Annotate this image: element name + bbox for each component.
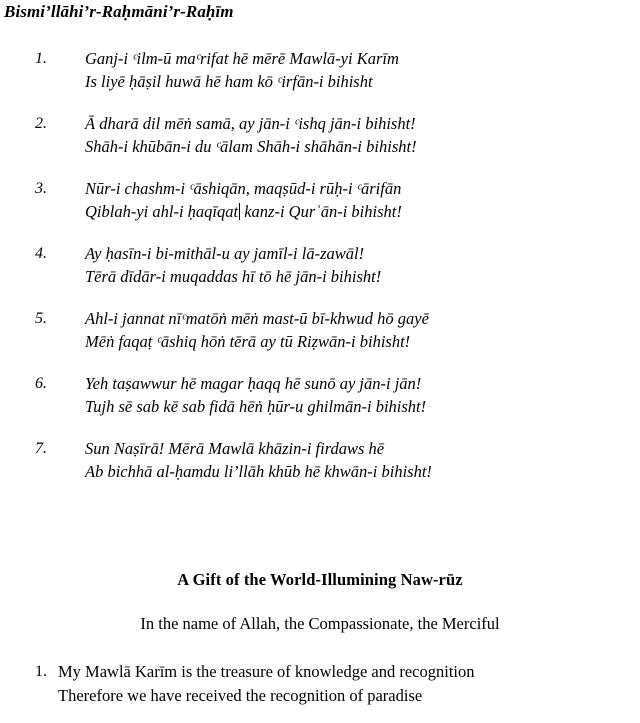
verse-line-2: Mēṅ faqaṭ ᶜāshiq hōṅ tērā ay tū Riẓwān-i bihisht! (85, 332, 411, 351)
verse-text (85, 47, 399, 93)
verse-line-2: Tujh sē sab kē sab fidā hēṅ ḥūr-u ghilmān-i bihisht! (85, 397, 427, 416)
verse-text (85, 242, 381, 288)
verse-number: 3. (35, 180, 47, 197)
verse-text (85, 112, 417, 158)
verse-line-1: Ay ḥasīn-i bi-mithāl-u ay jamīl-i lā-zawāl! (85, 244, 365, 263)
english-verse-item (0, 660, 640, 708)
verse-line-1: Sun Naṣīrā! Mērā Mawlā khāzin-i firdaws hē (85, 439, 385, 458)
english-verse-line-2: Therefore we have received the recognition of paradise (58, 686, 423, 705)
verse-text (85, 372, 426, 418)
verse-text (85, 307, 429, 353)
bismillah-title: Bismi’llāhi’r-Raḥmāni’r-Raḥīm (4, 2, 234, 21)
gift-section-heading: A Gift of the World-Illumining Naw-rūz (177, 570, 463, 589)
verse-number: 4. (35, 245, 47, 262)
basmala-english-line: In the name of Allah, the Compassionate, the Merciful (140, 614, 500, 633)
verse-line-1: Nūr-i chashm-i ᶜāshiqān, maqṣūd-i rūḥ-i ᶜārifān (85, 179, 402, 198)
english-verse-text (58, 660, 475, 708)
verse-number: 1. (35, 50, 47, 67)
verse-number: 6. (35, 375, 47, 392)
verse-line-2: Shāh-i khūbān-i du ᶜālam Shāh-i shāhān-i bihisht! (85, 137, 417, 156)
verse-item (0, 372, 640, 437)
verse-item (0, 177, 640, 242)
verse-item (0, 47, 640, 112)
urdu-verse-list (0, 47, 640, 502)
verse-line-1: Ā dharā dil mēṅ samā, ay jān-i ᶜishq jān-i bihisht! (85, 114, 416, 133)
verse-line-2 (85, 200, 402, 223)
verse-line-1: Ahl-i jannat nīᶜmatōṅ mēṅ mast-ū bī-khwud hō gayē (85, 309, 429, 328)
verse-number: 7. (35, 440, 47, 457)
verse-item (0, 437, 640, 502)
verse-line-2-after-caret: kanz-i Qurʾān-i bihisht! (240, 202, 402, 221)
verse-text (85, 177, 402, 223)
verse-item (0, 307, 640, 372)
verse-number: 5. (35, 310, 47, 327)
verse-line-2: Ab bichhā al-ḥamdu li’llāh khūb hē khwān-i bihisht! (85, 462, 432, 481)
verse-line-2: Tērā dīdār-i muqaddas hī tō hē jān-i bihisht! (85, 267, 382, 286)
verse-line-2-before-caret: Qiblah-yi ahl-i ḥaqīqat (85, 202, 239, 221)
verse-number: 2. (35, 115, 47, 132)
verse-line-1: Ganj-i ᶜilm-ū maᶜrifat hē mērē Mawlā-yi Karīm (85, 49, 399, 68)
verse-line-1: Yeh taṣawwur hē magar ḥaqq hē sunō ay jān-i jān! (85, 374, 422, 393)
verse-line-2: Is liyē ḥāṣil huwā hē ham kō ᶜirfān-i bihisht (85, 72, 373, 91)
verse-item (0, 112, 640, 177)
english-verse-number: 1. (35, 663, 47, 680)
verse-item (0, 242, 640, 307)
english-verse-line-1: My Mawlā Karīm is the treasure of knowledge and recognition (58, 662, 475, 681)
verse-text (85, 437, 432, 483)
english-verse-list (0, 660, 640, 708)
